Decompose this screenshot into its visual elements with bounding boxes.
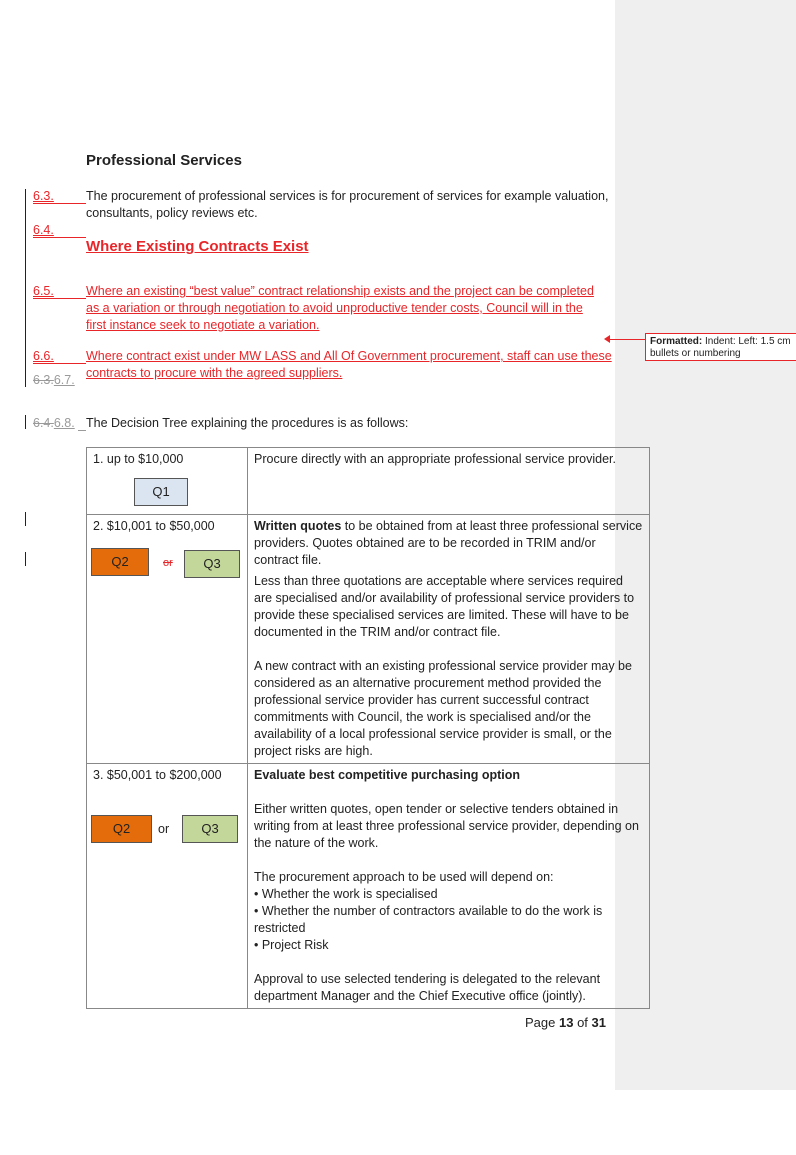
deleted-or: or <box>163 557 173 569</box>
deleted-number: 6.3. <box>33 373 54 387</box>
procedure-cell <box>248 764 650 1009</box>
approval-text: Approval to use selected tendering is delegated to the relevant department Manager and the Chief Executive office (jointly). <box>254 972 601 1003</box>
written-quotes-bold: Written quotes <box>254 519 342 533</box>
change-bar <box>25 552 26 566</box>
range-label: 1. up to $10,000 <box>93 452 184 466</box>
page-footer <box>525 1015 606 1030</box>
section-heading: Professional Services <box>86 152 242 169</box>
subheading-existing-contracts: Where Existing Contracts Exist <box>86 238 309 255</box>
para-6-5-line3: first instance seek to negotiate a variation. <box>86 318 320 332</box>
para-number-6-8 <box>33 415 75 432</box>
inserted-number: 6.7. <box>53 373 75 387</box>
evaluate-heading <box>254 767 643 784</box>
inserted-number: 6.8. <box>53 416 75 430</box>
footer-mid: of <box>573 1015 592 1030</box>
range-label: 2. $10,001 to $50,000 <box>93 519 215 533</box>
total-pages: 31 <box>591 1015 606 1030</box>
formatting-comment[interactable] <box>645 333 796 361</box>
change-bar <box>25 415 26 429</box>
comment-detail-2: bullets or numbering <box>650 348 741 359</box>
approach-text: The procurement approach to be used will depend on: <box>254 870 554 884</box>
range-cell <box>87 515 248 764</box>
tab-underline <box>33 237 86 238</box>
tab-underline <box>78 430 86 431</box>
decision-tree-intro: The Decision Tree explaining the procedures is as follows: <box>86 416 409 430</box>
evaluate-heading-bold: Evaluate best competitive purchasing option <box>254 768 521 782</box>
para-6-5-line1: Where an existing “best value” contract relationship exists and the project can be completed <box>86 284 594 298</box>
bullet-item: • Whether the number of contractors available to do the work is restricted <box>254 904 603 935</box>
para-number-6-4: 6.4. <box>33 223 54 237</box>
footer-prefix: Page <box>525 1015 559 1030</box>
table-row <box>87 515 650 764</box>
current-page: 13 <box>558 1015 574 1030</box>
q2-box: Q2 <box>91 548 149 576</box>
para-number-6-5: 6.5. <box>33 284 54 298</box>
tab-underline <box>33 298 86 299</box>
para-6-6-line1: Where contract exist under MW LASS and All Of Government procurement, staff can use these <box>86 349 612 363</box>
written-quotes-text <box>254 518 643 569</box>
or-label: or <box>158 822 170 836</box>
decision-tree-table <box>86 447 650 1009</box>
para-6-6-line2: contracts to procure with the agreed suppliers. <box>86 366 343 380</box>
bullet-item: • Whether the work is specialised <box>254 887 438 901</box>
para-6-3-line2: consultants, policy reviews etc. <box>86 206 258 220</box>
written-quotes-rest: to be obtained from at least three professional service providers. Quotes obtained are to be recorded in TRIM and/or contract file. <box>254 519 643 567</box>
procedure-cell <box>248 448 650 515</box>
bullet-item: • Project Risk <box>254 938 329 952</box>
q3-box: Q3 <box>184 550 240 578</box>
para-number-6-6: 6.6. <box>33 349 54 363</box>
change-bar <box>25 512 26 526</box>
range-label: 3. $50,001 to $200,000 <box>93 768 222 782</box>
comment-label: Formatted: <box>650 336 703 347</box>
table-row <box>87 448 650 515</box>
para-6-3-line1: The procurement of professional services is for procurement of services for example valuation, <box>86 189 609 203</box>
para-number-6-3: 6.3. <box>33 189 54 203</box>
q2-box: Q2 <box>91 815 152 843</box>
comment-leader-line <box>610 339 645 340</box>
range-cell <box>87 764 248 1009</box>
para-number-6-7 <box>33 372 75 389</box>
deleted-number: 6.4. <box>33 416 54 430</box>
procedure-cell <box>248 515 650 764</box>
q3-box: Q3 <box>182 815 238 843</box>
q1-box: Q1 <box>134 478 188 506</box>
range-cell <box>87 448 248 515</box>
change-bar <box>25 189 26 387</box>
quotations-text: Less than three quotations are acceptable where services required are specialised and/or availability of professional service providers to provide these specialised services are limited. These will have to be documented in the TRIM and/or contract file. <box>254 574 635 639</box>
tab-underline <box>33 363 86 364</box>
para-6-5-line2: as a variation or through negotiation to avoid unproductive tender costs, Council will in the <box>86 301 583 315</box>
new-contract-text: A new contract with an existing professional service provider may be considered as an alternative procurement method provided the professional service provider has current successful contract commitments with Council, the work is specialised and/or the availability of a local professional service provider is small, or the project risks are high. <box>254 659 632 758</box>
tab-underline <box>33 203 86 204</box>
comment-detail: Indent: Left: 1.5 cm <box>705 336 791 347</box>
written-quotes-option-text: Either written quotes, open tender or selective tenders obtained in writing from at least three professional service provider, depending on the nature of the work. <box>254 802 639 850</box>
procedure-text: Procure directly with an appropriate professional service provider. <box>254 452 616 466</box>
table-row <box>87 764 650 1009</box>
